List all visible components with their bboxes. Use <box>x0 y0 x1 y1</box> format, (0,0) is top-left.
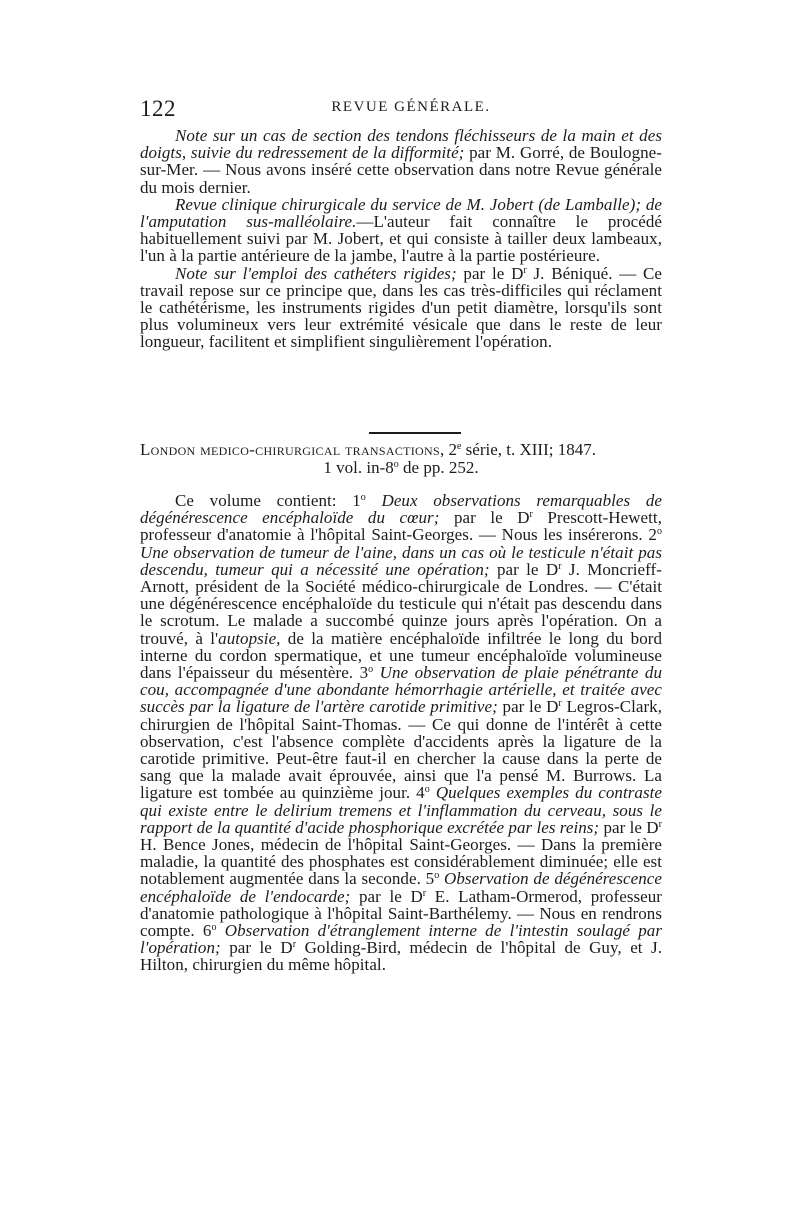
review-text: de la matière encéphaloïde infiltrée le long du bord interne du cordon spermatique, et une tumeur encéphaloïde volumineuse dans l'épaisseur du mésentère. 3 <box>140 628 663 683</box>
superscript: o <box>656 526 662 538</box>
journal-subtitle <box>140 459 662 477</box>
superscript: r <box>422 887 427 899</box>
review-text: Prescott-Hewett, professeur d'anatomie à l'hôpital Saint-Georges. — Nous les insérerons. 2 <box>140 508 663 545</box>
review-text: par le D <box>599 817 659 837</box>
review-text: J. Moncrieff-Arnott, président de la Société médico-chirurgicale de Londres. — C'était une dégénérescence encéphaloïde du testicule qui n'était pas descendu dans le scrotum. Le malade a succombé quinze jours après l'opération. On a trouvé, à l' <box>140 559 662 648</box>
superscript: r <box>558 560 562 572</box>
review-italic: Deux observations remarquables de dégénérescence encéphaloïde du cœur; <box>140 491 662 528</box>
review-text: Legros-Clark, chirurgien de l'hôpital Saint-Thomas. — Ce qui donne de l'intérêt à cette observation, c'est l'absence complète d'accidents après la ligature de la carotide primitive. Peut-être faut-il en chercher la cause dans la perte de sang que la malade avait éprouvée, ainsi que l'a pensé M. Burrows. La ligature est tombée au quinzième jour. 4 <box>140 697 663 803</box>
review-italic: Une observation de plaie pénétrante du cou, accompagnée d'une abondante hémorrhagie artérielle, et traitée avec succès par la ligature de l'artère carotide primitive; <box>140 663 662 717</box>
journal-heading <box>140 441 662 459</box>
review-italic: Observation de dégénérescence encéphaloïde de l'endocarde; <box>140 869 662 906</box>
review-text: Ce volume contient: 1 <box>175 491 361 510</box>
review-paragraph <box>140 492 662 974</box>
review-text: H. Bence Jones, médecin de l'hôpital Saint-Georges. — Dans la première maladie, la quantité des phosphates est considérablement diminuée; elle est notablement augmentée dans la seconde. 5 <box>140 835 662 889</box>
review-text: par le D <box>489 559 559 579</box>
journal-name: London medico-chirurgical transactions <box>140 440 440 459</box>
superscript: o <box>211 922 217 934</box>
superscript: o <box>368 664 374 676</box>
section-divider <box>369 432 461 434</box>
journal-series: , 2 <box>439 440 457 459</box>
review-italic: autopsie, <box>218 628 281 648</box>
superscript: r <box>558 698 562 710</box>
superscript: r <box>658 818 662 830</box>
note-text-jobert: —L'auteur fait connaître le procédé habituellement suivi par M. Jobert, et qui consiste à tailler deux lambeaux, l'un à la partie antérieure de la jambe, l'autre à la partie postérieure. <box>140 212 662 266</box>
note-title-jobert: Revue clinique chirurgicale du service de M. Jobert (de Lamballe); de l'amputation sus-malléolaire. <box>140 194 662 232</box>
note-text-benique-a: par le D <box>456 263 524 283</box>
review-italic: Quelques exemples du contraste qui existe entre le delirium tremens et l'inflammation du cerveau, sous le rapport de la quantité d'acide phosphorique excrétée par les reins; <box>140 783 663 837</box>
review-text: par le D <box>220 938 293 958</box>
superscript: e <box>456 441 462 452</box>
review-text: E. Latham-Ormerod, professeur d'anatomie pathologique à l'hôpital Saint-Barthélemy. — Nous en rendrons compte. 6 <box>140 886 663 941</box>
journal-review-section <box>140 441 662 974</box>
page-number: 122 <box>140 96 176 121</box>
journal-volume: 1 vol. in-8 <box>323 458 394 477</box>
journal-series-b: série, t. XIII; 1847. <box>461 440 596 459</box>
superscript: r <box>292 939 297 951</box>
review-text: par le D <box>439 508 530 528</box>
note-title-benique: Note sur l'emploi des cathéters rigides; <box>175 263 457 283</box>
note-paragraph-benique <box>140 265 662 351</box>
note-text-gorre: par M. Gorré, de Boulogne-sur-Mer. — Nous avons inséré cette observation dans notre Revue générale du mois dernier. <box>140 143 662 197</box>
superscript: r <box>523 264 527 276</box>
note-text-benique-b: J. Béniqué. — Ce travail repose sur ce principe que, dans les cas très-difficiles qui réclament le cathétérisme, les instruments rigides d'un petit diamètre, lorsqu'ils sont plus volumineux vers leur extrémité vésicale que dans le reste de leur longueur, facilitent et simplifient singulièrement l'opération. <box>140 263 662 352</box>
note-title-gorre: Note sur un cas de section des tendons fléchisseurs de la main et des doigts, suivie du redressement de la difformité; <box>140 126 662 163</box>
review-text: Golding-Bird, médecin de l'hôpital de Guy, et J. Hilton, chirurgien du même hôpital. <box>140 938 662 975</box>
superscript: o <box>424 784 430 796</box>
notes-section <box>140 127 662 351</box>
superscript: o <box>393 459 399 470</box>
review-italic: Observation d'étranglement interne de l'intestin soulagé par l'opération; <box>140 921 662 958</box>
review-text: par le D <box>350 886 423 906</box>
page-header <box>140 96 662 126</box>
note-paragraph-jobert <box>140 196 662 265</box>
running-title: REVUE GÉNÉRALE. <box>331 99 491 115</box>
note-paragraph-gorre <box>140 127 662 196</box>
superscript: r <box>529 509 533 521</box>
superscript: o <box>360 492 366 503</box>
review-italic: Une observation de tumeur de l'aine, dans un cas où le testicule n'était pas descendu, tumeur qui a nécessité une opération; <box>140 542 662 579</box>
review-text: par le D <box>497 697 559 717</box>
superscript: o <box>434 870 440 882</box>
journal-pages: de pp. 252. <box>398 458 479 477</box>
